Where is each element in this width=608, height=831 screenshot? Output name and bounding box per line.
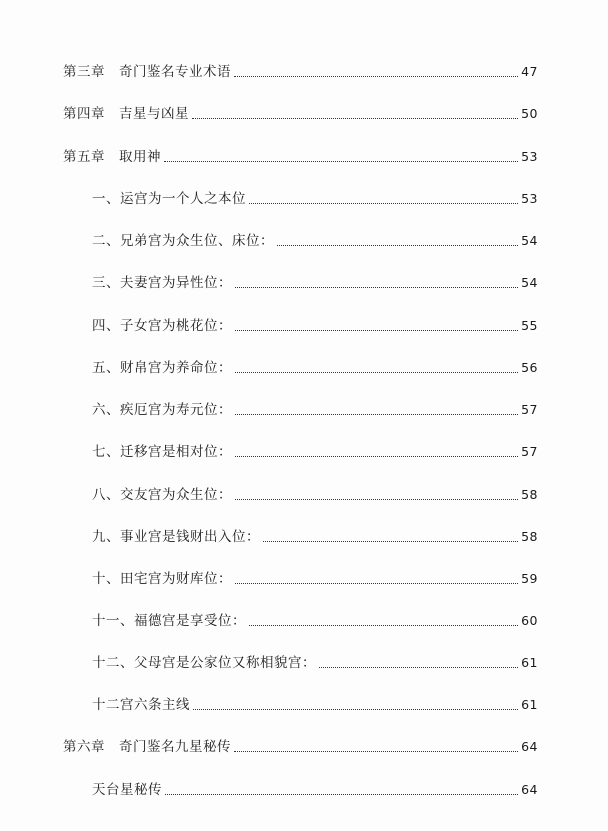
toc-entry-page: 57: [521, 402, 538, 417]
dot-leader: [235, 499, 518, 500]
toc-entry-page: 50: [521, 106, 538, 121]
toc-entry-title: 九、事业宫是钱财出入位：: [92, 529, 260, 545]
dot-leader: [263, 541, 518, 542]
toc-entry-chapter-3[interactable]: [63, 62, 538, 82]
toc-entry-title: 第四章 吉星与凶星: [63, 106, 189, 122]
toc-entry-section-4[interactable]: [92, 316, 538, 336]
toc-entry-title: 第六章 奇门鉴名九星秘传: [63, 739, 231, 755]
toc-entry-section-12[interactable]: [92, 653, 538, 673]
toc-entry-section-7[interactable]: [92, 442, 538, 462]
toc-entry-page: 58: [521, 487, 538, 502]
toc-entry-section-10[interactable]: [92, 569, 538, 589]
toc-entry-section-11[interactable]: [92, 611, 538, 631]
toc-entry-title: 天台星秘传: [92, 782, 162, 798]
toc-entry-tiantai-star[interactable]: [92, 780, 538, 800]
toc-entry-title: 七、迁移宫是相对位：: [92, 444, 232, 460]
toc-entry-page: 47: [521, 64, 538, 79]
toc-entry-section-2[interactable]: [92, 231, 538, 251]
dot-leader: [235, 330, 518, 331]
toc-entry-page: 54: [521, 275, 538, 290]
toc-entry-page: 57: [521, 444, 538, 459]
toc-entry-title: 五、财帛宫为养命位：: [92, 360, 232, 376]
toc-entry-section-5[interactable]: [92, 358, 538, 378]
toc-entry-page: 64: [521, 782, 538, 797]
dot-leader: [234, 76, 518, 77]
toc-entry-section-1[interactable]: [92, 189, 538, 209]
toc-entry-title: 十一、福德宫是享受位：: [92, 613, 246, 629]
dot-leader: [193, 709, 518, 710]
toc-entry-chapter-4[interactable]: [63, 104, 538, 124]
toc-entry-page: 58: [521, 529, 538, 544]
toc-entry-page: 61: [521, 697, 538, 712]
toc-entry-section-9[interactable]: [92, 527, 538, 547]
dot-leader: [235, 372, 518, 373]
toc-entry-page: 53: [521, 191, 538, 206]
dot-leader: [164, 161, 518, 162]
dot-leader: [235, 287, 518, 288]
toc-entry-title: 十、田宅宫为财库位：: [92, 571, 232, 587]
toc-entry-page: 60: [521, 613, 538, 628]
dot-leader: [234, 751, 518, 752]
toc-entry-page: 56: [521, 360, 538, 375]
toc-entry-chapter-6[interactable]: [63, 737, 538, 757]
toc-entry-title: 一、运宫为一个人之本位: [92, 191, 246, 207]
toc-entry-title: 二、兄弟宫为众生位、床位：: [92, 233, 274, 249]
dot-leader: [235, 456, 518, 457]
toc-entry-title: 第三章 奇门鉴名专业术语: [63, 64, 231, 80]
toc-entry-chapter-5[interactable]: [63, 147, 538, 167]
dot-leader: [319, 667, 518, 668]
toc-entry-title: 三、夫妻宫为异性位：: [92, 275, 232, 291]
dot-leader: [277, 245, 518, 246]
toc-entry-title: 十二宫六条主线: [92, 697, 190, 713]
toc-entry-page: 61: [521, 655, 538, 670]
dot-leader: [192, 118, 518, 119]
toc-entry-page: 53: [521, 149, 538, 164]
toc-entry-page: 55: [521, 318, 538, 333]
dot-leader: [249, 203, 518, 204]
toc-entry-title: 六、疾厄宫为寿元位：: [92, 402, 232, 418]
toc-entry-title: 第五章 取用神: [63, 149, 161, 165]
toc-entry-title: 十二、父母宫是公家位又称相貌宫：: [92, 655, 316, 671]
toc-entry-twelve-palaces-lines[interactable]: [92, 695, 538, 715]
dot-leader: [249, 625, 518, 626]
toc-entry-section-6[interactable]: [92, 400, 538, 420]
dot-leader: [235, 414, 518, 415]
dot-leader: [235, 583, 518, 584]
toc-entry-title: 四、子女宫为桃花位：: [92, 318, 232, 334]
toc-entry-page: 54: [521, 233, 538, 248]
toc-entry-section-8[interactable]: [92, 485, 538, 505]
dot-leader: [165, 794, 518, 795]
toc-entry-section-3[interactable]: [92, 273, 538, 293]
toc-entry-page: 59: [521, 571, 538, 586]
toc-entry-title: 八、交友宫为众生位：: [92, 487, 232, 503]
toc-entry-page: 64: [521, 739, 538, 754]
